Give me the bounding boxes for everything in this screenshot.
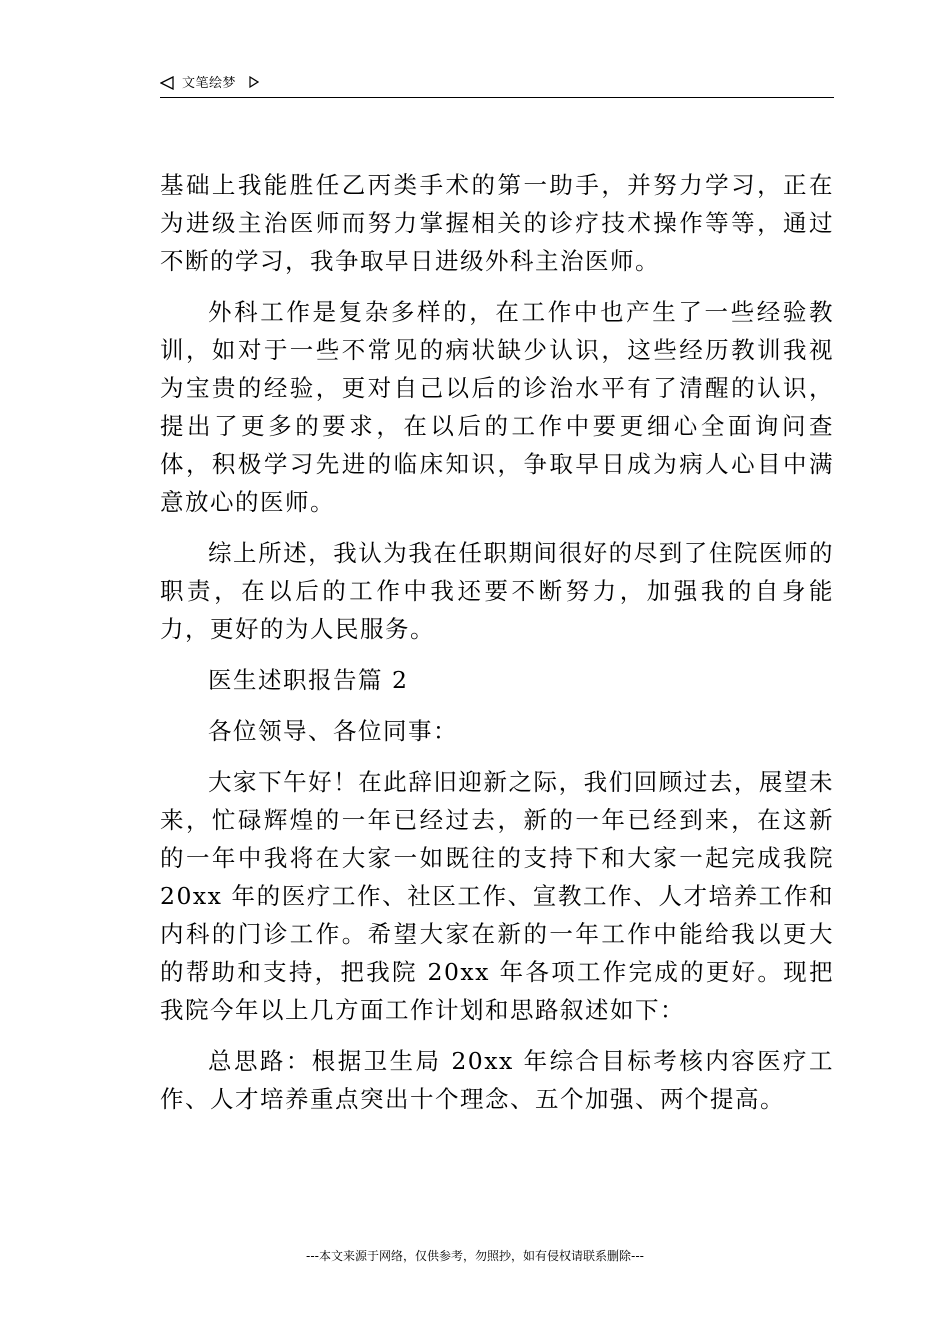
document-body — [160, 166, 834, 1131]
section-title: 医生述职报告篇 2 — [208, 666, 409, 694]
footer-notice: ---本文来源于网络，仅供参考，勿照抄，如有侵权请联系删除--- — [306, 1249, 644, 1263]
header-divider — [160, 97, 834, 98]
paragraph-continuation: 基础上我能胜任乙丙类手术的第一助手，并努力学习，正在为进级主治医师而努力掌握相关的诊疗技术操作等等，通过不断的学习，我争取早日进级外科主治医师。 — [160, 171, 834, 275]
paragraph-general-plan: 总思路：根据卫生局 20xx 年综合目标考核内容医疗工作、人才培养重点突出十个理念、五个加强、两个提高。 — [160, 1047, 834, 1113]
salutation: 各位领导、各位同事： — [208, 717, 458, 745]
paragraph-summary: 综上所述，我认为我在任职期间很好的尽到了住院医师的职责，在以后的工作中我还要不断努力，加强我的自身能力，更好的为人民服务。 — [160, 539, 834, 643]
page-header — [160, 74, 834, 98]
triangle-right-icon — [249, 76, 259, 88]
header-brand: 文笔绘梦 — [182, 76, 237, 91]
paragraph-surgery-experience: 外科工作是复杂多样的，在工作中也产生了一些经验教训，如对于一些不常见的病状缺少认识，这些经历教训我视为宝贵的经验，更对自己以后的诊治水平有了清醒的认识，提出了更多的要求，在以后的工作中要更细心全面询问查体，积极学习先进的临床知识，争取早日成为病人心目中满意放心的医师。 — [160, 298, 834, 516]
triangle-left-icon — [160, 76, 174, 90]
paragraph-greeting: 大家下午好！在此辞旧迎新之际，我们回顾过去，展望未来，忙碌辉煌的一年已经过去，新的一年已经到来，在这新的一年中我将在大家一如既往的支持下和大家一起完成我院 20xx 年的医疗工作、社区工作、宣教工作、人才培养工作和内科的门诊工作。希望大家在新的一年工作中能给我以更大的帮助和支持，把我院 20xx 年各项工作完成的更好。现把我院今年以上几方面工作计划和思路叙述如下： — [160, 768, 834, 1024]
